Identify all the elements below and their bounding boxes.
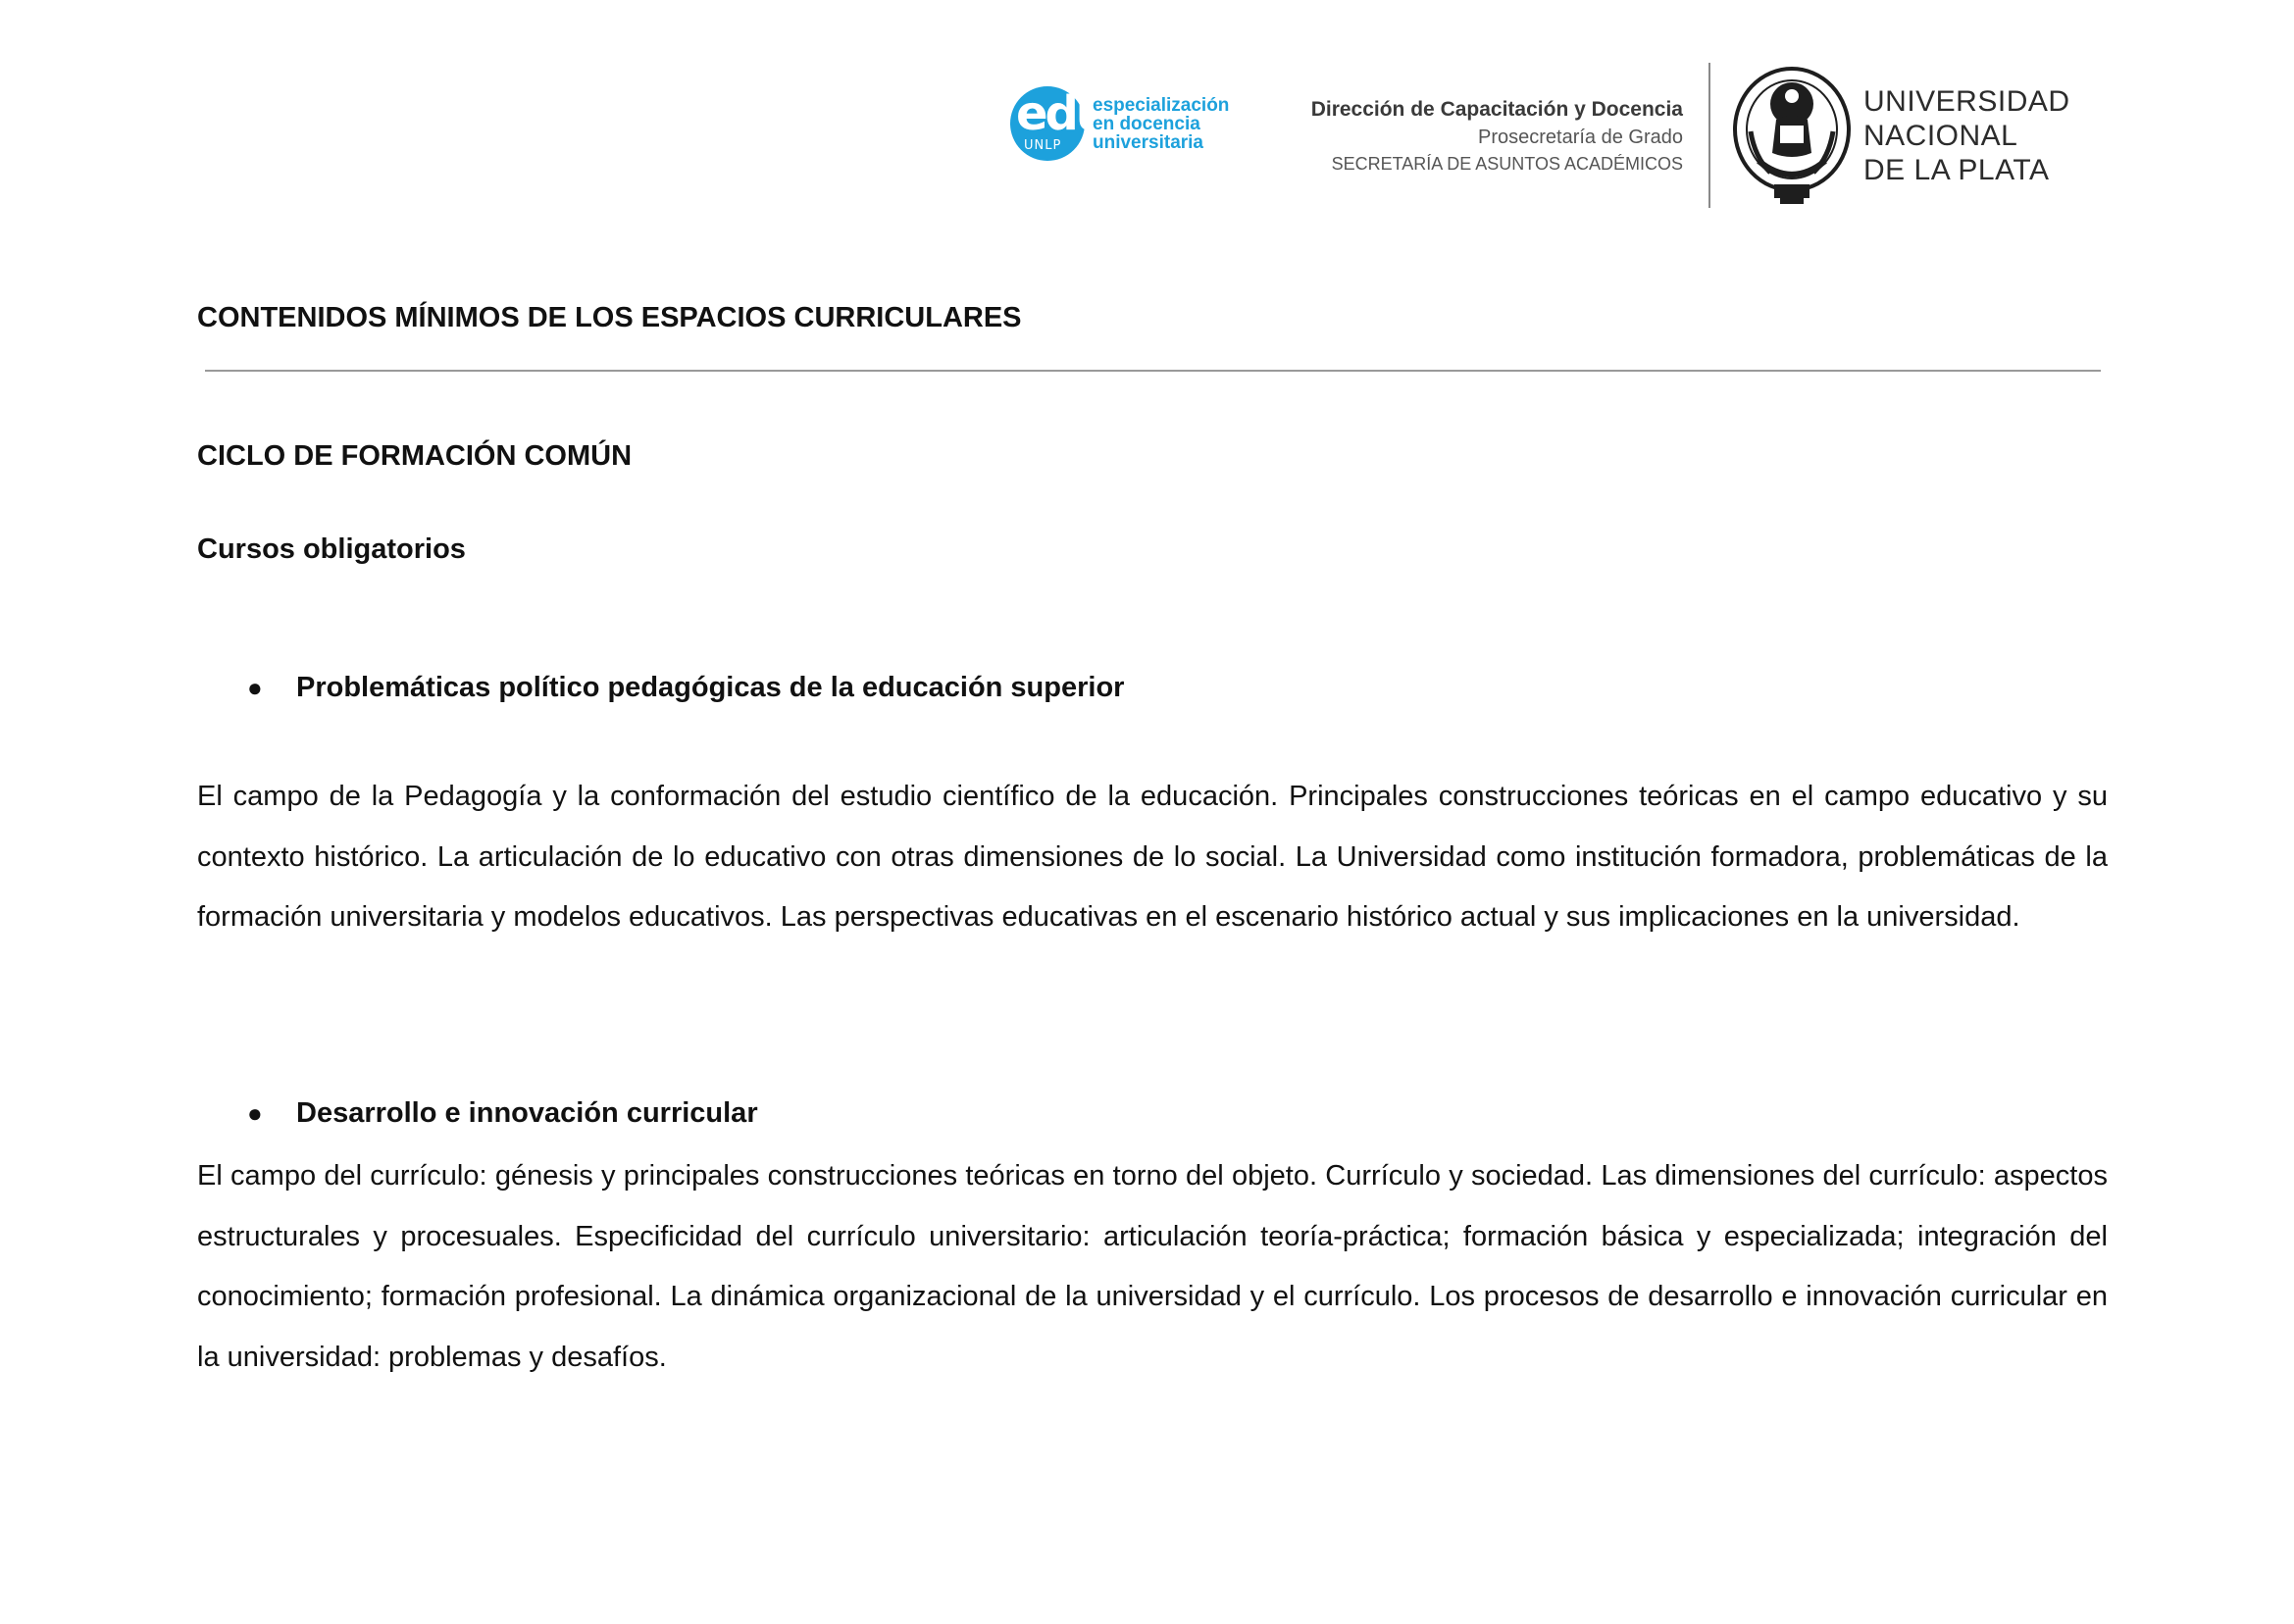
heading-divider: [205, 370, 2101, 372]
direction-subtitle: Prosecretaría de Grado: [1478, 127, 1683, 148]
edu-logo-mark: edu: [1016, 86, 1107, 141]
bullet-icon: ●: [247, 673, 263, 702]
edu-logo-sub: UNLP: [1024, 138, 1062, 153]
course-title-text: Desarrollo e innovación curricular: [296, 1097, 758, 1129]
bullet-icon: ●: [247, 1098, 263, 1128]
direction-title: Dirección de Capacitación y Docencia: [1310, 98, 1683, 121]
edu-logo-line-1: especialización: [1093, 95, 1230, 116]
course-description: El campo de la Pedagogía y la conformación del estudio científico de la educación. Principales construcciones teóricas en el campo educativo y su contexto histórico. La articulación de lo educativo con otras dimensiones de lo social. La Universidad como institución formadora, problemáticas de la formación universitaria y modelos educativos. Las perspectivas educativas en el escenario histórico actual y sus implicaciones en la universidad.: [197, 781, 2108, 933]
course-description: El campo del currículo: génesis y principales construcciones teóricas en torno del objeto. Currículo y sociedad. Las dimensiones del currículo: aspectos estructurales y procesuales. Especificidad del currículo universitario: articulación teoría-práctica; formación básica y especializada; integración del conocimiento; formación profesional. La dinámica organizacional de la universidad y el currículo. Los procesos de desarrollo e innovación curricular en la universidad: problemas y desafíos.: [197, 1160, 2108, 1373]
header-divider: [1708, 63, 1710, 208]
course-title-text: Problemáticas político pedagógicas de la educación superior: [296, 672, 1125, 703]
university-name-line-3: DE LA PLATA: [1863, 154, 2050, 186]
edu-logo-line-2: en docencia: [1093, 114, 1200, 134]
edu-unlp-logo: [1010, 84, 1230, 173]
direction-secretariat: SECRETARÍA DE ASUNTOS ACADÉMICOS: [1331, 154, 1683, 174]
unlp-seal-icon: [1731, 63, 1853, 208]
edu-logo-text: [1093, 96, 1229, 152]
university-name-line-1: UNIVERSIDAD: [1863, 85, 2070, 118]
main-heading: CONTENIDOS MÍNIMOS DE LOS ESPACIOS CURRICULARES: [197, 302, 1022, 333]
university-name: [1863, 84, 2070, 187]
edu-logo-line-3: universitaria: [1093, 132, 1203, 153]
cycle-heading: CICLO DE FORMACIÓN COMÚN: [197, 440, 633, 472]
course-title: [247, 670, 1124, 705]
university-name-line-2: NACIONAL: [1863, 120, 2018, 152]
direction-block: [1311, 96, 1683, 177]
courses-heading: Cursos obligatorios: [197, 533, 466, 565]
course-title: [247, 1095, 758, 1131]
